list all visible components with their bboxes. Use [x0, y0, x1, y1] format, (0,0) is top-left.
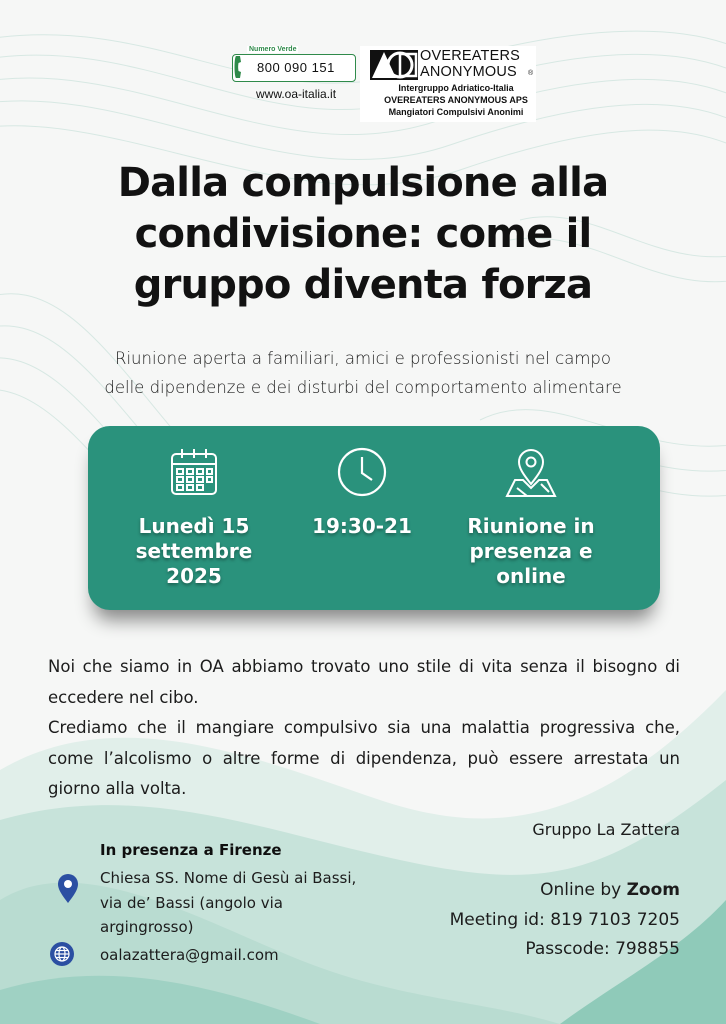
mode-column — [446, 426, 616, 610]
clock-icon — [334, 444, 390, 500]
mode-line-3: online — [496, 564, 566, 588]
location-pin-icon — [56, 874, 80, 904]
contact-email[interactable]: oalazattera@gmail.com — [100, 946, 279, 964]
passcode: Passcode: 798855 — [525, 939, 680, 959]
body-text — [48, 652, 680, 805]
online-info — [450, 876, 680, 965]
body-paragraph-2: Crediamo che il mangiare compulsivo sia una malattia progressiva che, come l’alcolismo o altre forme di dipendenza, può essere arrestata un giorno alla volta. — [48, 718, 680, 798]
subtitle-line-2: delle dipendenze e dei disturbi del comportamento alimentare — [104, 378, 622, 397]
location-title: In presenza a Firenze — [100, 841, 282, 859]
org-subtitle-3: Mangiatori Compulsivi Anonimi — [388, 107, 524, 117]
event-time — [292, 514, 432, 539]
org-name-line1: OVEREATERS — [420, 48, 521, 64]
location-address — [100, 866, 400, 940]
calendar-icon — [166, 444, 222, 500]
date-line-3: 2025 — [166, 564, 222, 588]
website-link[interactable]: www.oa-italia.it — [256, 87, 337, 101]
org-subtitle-2: OVEREATERS ANONYMOUS APS — [384, 95, 528, 105]
address-line-3: argingrosso) — [100, 918, 194, 936]
registered-mark: ® — [528, 70, 534, 77]
time-line-1: 19:30-21 — [312, 514, 412, 538]
globe-icon — [50, 942, 74, 966]
mode-line-1: Riunione in — [467, 514, 595, 538]
org-subtitle-1: Intergruppo Adriatico-Italia — [398, 83, 514, 93]
event-title — [40, 158, 686, 311]
title-line-3: gruppo diventa forza — [133, 262, 593, 308]
title-line-1: Dalla compulsione alla — [117, 160, 609, 206]
address-line-1: Chiesa SS. Nome di Gesù ai Bassi, — [100, 869, 357, 887]
event-info-card — [88, 426, 660, 610]
phone-icon — [233, 53, 249, 81]
date-line-2: settembre — [135, 539, 253, 563]
oa-logo-mark — [370, 50, 418, 80]
phone-number[interactable]: 800 090 151 — [257, 60, 335, 75]
event-date — [110, 514, 278, 589]
online-platform: Zoom — [626, 880, 680, 900]
meeting-id: Meeting id: 819 7103 7205 — [449, 909, 680, 930]
subtitle-line-1: Riunione aperta a familiari, amici e professionisti nel campo — [115, 349, 611, 368]
date-column — [110, 426, 278, 610]
toll-free-box — [232, 46, 356, 82]
time-column — [292, 426, 432, 610]
map-pin-icon — [503, 444, 559, 500]
toll-free-label: Numero Verde — [249, 46, 297, 53]
oa-logo — [360, 46, 536, 122]
group-name: Gruppo La Zattera — [532, 820, 680, 839]
body-paragraph-1: Noi che siamo in OA abbiamo trovato uno stile di vita senza il bisogno di eccedere nel cibo. — [48, 657, 680, 707]
org-name-line2: ANONYMOUS — [420, 64, 517, 80]
title-line-2: condivisione: come il — [134, 211, 592, 257]
event-subtitle — [40, 344, 686, 402]
mode-line-2: presenza e — [469, 539, 593, 563]
online-prefix: Online by — [540, 880, 627, 900]
address-line-2: via de’ Bassi (angolo via — [100, 893, 283, 912]
event-mode — [446, 514, 616, 589]
date-line-1: Lunedì 15 — [138, 514, 250, 538]
